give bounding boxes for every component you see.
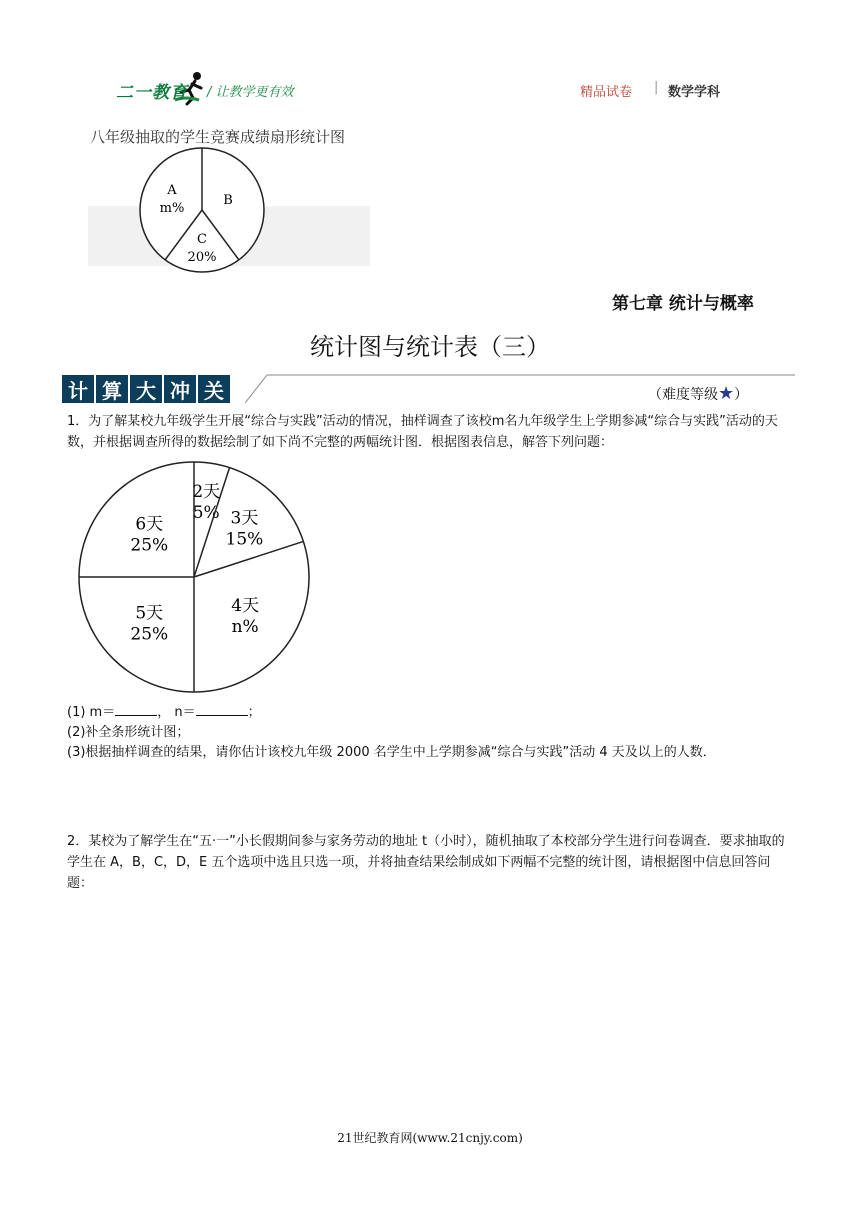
pie-slice-value: 25% (130, 535, 169, 556)
pie-slice-value: 5% (192, 502, 220, 523)
figure1-label-b: B (223, 193, 233, 208)
header-label: 精品试卷 (580, 85, 633, 100)
pie-slice-label: 6天 (135, 514, 164, 535)
difficulty-rating (648, 383, 748, 404)
figure1-label-a: A (167, 183, 177, 198)
question1-sub1 (67, 701, 261, 720)
pie-slice-value: 25% (130, 624, 169, 645)
sub1-prefix: (1) m＝ (67, 705, 116, 720)
figure1-title: 八年级抽取的学生竞赛成绩扇形统计图 (90, 128, 346, 146)
chapter-title: 第七章 统计与概率 (612, 294, 754, 314)
pie-slice-value: 15% (225, 529, 264, 550)
banner-char: 算 (96, 375, 128, 403)
banner-char: 计 (62, 375, 94, 403)
pie-slice-value: n% (231, 617, 259, 638)
sub1-suffix: ； (247, 705, 261, 720)
star-icon: ★ (718, 383, 735, 404)
difficulty-label-close: ） (734, 387, 749, 403)
banner-char: 冲 (164, 375, 196, 403)
answer-blank-n[interactable] (196, 701, 248, 716)
figure1-label-c: C (197, 232, 207, 247)
figure1-pie (88, 146, 378, 274)
header-separator: | (654, 80, 659, 95)
pie-slice-label: 5天 (135, 603, 164, 624)
question1-sub2: (2)补全条形统计图； (67, 725, 190, 740)
figure1-label-a-value: m% (159, 201, 185, 216)
banner-char: 大 (130, 375, 162, 403)
section-banner (62, 375, 232, 403)
figure1-label-c-value: 20% (187, 250, 217, 265)
page-footer: 21世纪教育网(www.21cnjy.com) (337, 1131, 523, 1145)
brand-logo-text: 二一教育 (116, 83, 188, 103)
pie-slice-label: 3天 (230, 508, 259, 529)
question1-sub3: (3)根据抽样调查的结果，请你估计该校九年级 2000 名学生中上学期参减“综合与实践”活动 4 天及以上的人数． (67, 745, 716, 760)
header-subject: 数学学科 (668, 85, 721, 100)
page-title: 统计图与统计表（三） (310, 333, 550, 361)
banner-char: 关 (198, 375, 230, 403)
answer-blank-m[interactable] (115, 701, 157, 716)
question1-pie-chart (76, 460, 316, 700)
brand-slogan: / 让教学更有效 (207, 85, 294, 100)
pie-slice-label: 2天 (192, 481, 221, 502)
difficulty-label: （难度等级 (648, 387, 718, 403)
sub1-mid: ， n＝ (157, 705, 196, 720)
question2-text: 2．某校为了解学生在“五·一”小长假期间参与家务劳动的地址 t（小时），随机抽取了本校部分学生进行问卷调查．要求抽取的学生在 A，B，C，D，E 五个选项中选且只选一项，并将抽查结果绘制成如下两幅不完整的统计图，请根据图中信息回答问题： (67, 834, 785, 891)
question1-text: 1．为了解某校九年级学生开展“综合与实践”活动的情况，抽样调查了该校m名九年级学生上学期参减“综合与实践”活动的天数，并根据调查所得的数据绘制了如下尚不完整的两幅统计图．根据图表信息，解答下列问题： (67, 414, 778, 450)
pie-slice-label: 4天 (231, 596, 260, 617)
